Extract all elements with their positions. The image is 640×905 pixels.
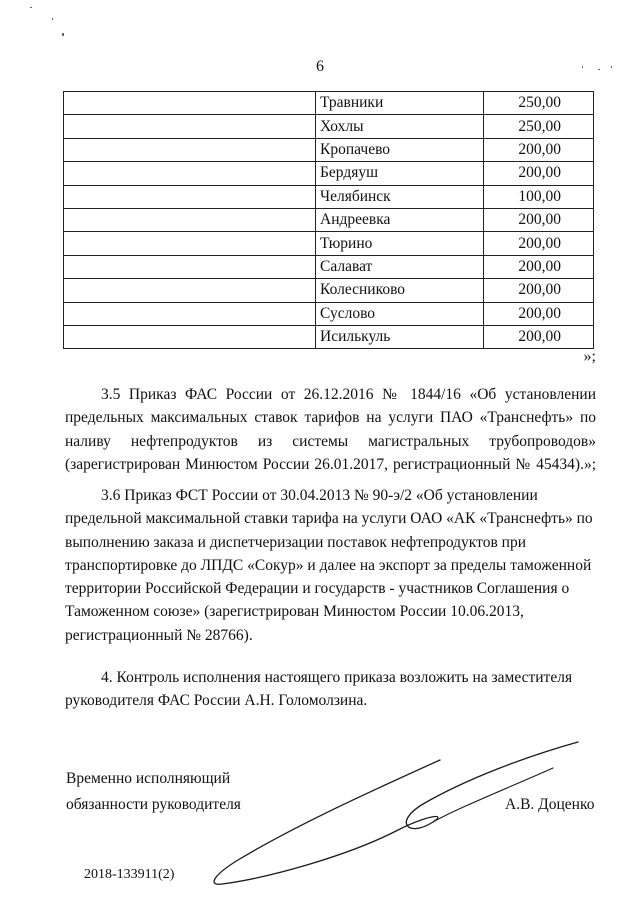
clause-3-6: [65, 484, 596, 647]
station-cell: Тюрино: [316, 232, 484, 255]
empty-cell: [64, 92, 316, 115]
clause-3-5-line: предельных максимальных ставок тарифов на услуги ПАО «Транснефть» по: [65, 409, 596, 427]
table-row: [64, 92, 594, 115]
rate-cell: 250,00: [484, 92, 594, 115]
clause-3-6-line: Таможенном союзе» (зарегистрирован Минюстом России 10.06.2013,: [65, 603, 524, 621]
empty-cell: [64, 162, 316, 185]
rate-cell: 100,00: [484, 185, 594, 208]
table-row: [64, 185, 594, 208]
clause-3-6-line: 3.6 Приказ ФСТ России от 30.04.2013 № 90-э/2 «Об установлении: [101, 487, 538, 504]
rate-cell: 200,00: [484, 325, 594, 348]
table-closing-quote: »;: [583, 348, 596, 365]
empty-cell: [64, 185, 316, 208]
document-id: 2018-133911(2): [84, 867, 175, 882]
signatory-name: А.В. Доценко: [505, 796, 595, 813]
empty-cell: [64, 138, 316, 161]
station-cell: Челябинск: [316, 185, 484, 208]
station-cell: Бердяуш: [316, 162, 484, 185]
empty-cell: [64, 255, 316, 278]
signatory-title-line: Временно исполняющий: [66, 770, 231, 787]
clause-3-5-line: 3.5 Приказ ФАС России от 26.12.2016 № 1844/16 «Об установлении: [101, 386, 596, 403]
rate-cell: 200,00: [484, 138, 594, 161]
clause-3-6-line: выполнению заказа и диспетчеризации поставок нефтепродуктов при: [65, 533, 526, 551]
signatory-title-line: обязанности руководителя: [66, 796, 241, 813]
table-row: [64, 325, 594, 348]
clause-3-6-line: территории Российской Федерации и государств - участников Соглашения о: [65, 580, 570, 598]
station-cell: Суслово: [316, 302, 484, 325]
rate-cell: 200,00: [484, 255, 594, 278]
table-row: [64, 302, 594, 325]
clause-3-6-line: предельной максимальной ставки тарифа на услуги ОАО «АК «Транснефть» по: [65, 510, 593, 528]
clause-4: [65, 666, 596, 713]
table-row: [64, 162, 594, 185]
table-row: [64, 115, 594, 138]
station-cell: Хохлы: [316, 115, 484, 138]
clause-3-6-line: транспортировке до ЛПДС «Сокур» и далее на экспорт за пределы таможенной: [65, 556, 592, 574]
clause-4-line: 4. Контроль исполнения настоящего приказа возложить на заместителя: [101, 669, 573, 686]
page-number: 6: [316, 58, 324, 75]
station-cell: Андреевка: [316, 208, 484, 231]
empty-cell: [64, 302, 316, 325]
table-row: [64, 138, 594, 161]
empty-cell: [64, 279, 316, 302]
rate-cell: 200,00: [484, 279, 594, 302]
empty-cell: [64, 232, 316, 255]
station-cell: Салават: [316, 255, 484, 278]
station-cell: Травники: [316, 92, 484, 115]
table-row: [64, 279, 594, 302]
station-cell: Исилькуль: [316, 325, 484, 348]
rate-cell: 200,00: [484, 302, 594, 325]
empty-cell: [64, 115, 316, 138]
rate-cell: 200,00: [484, 232, 594, 255]
rate-cell: 200,00: [484, 208, 594, 231]
empty-cell: [64, 325, 316, 348]
table-row: [64, 208, 594, 231]
clause-3-5: [65, 383, 596, 476]
table-row: [64, 232, 594, 255]
rate-cell: 200,00: [484, 162, 594, 185]
clause-4-line: руководителя ФАС России А.Н. Голомолзина.: [65, 692, 368, 710]
station-cell: Колесниково: [316, 279, 484, 302]
clause-3-6-line: регистрационный № 28766).: [65, 626, 253, 644]
rate-cell: 250,00: [484, 115, 594, 138]
empty-cell: [64, 208, 316, 231]
tariff-table: [63, 91, 594, 349]
clause-3-5-line: (зарегистрирован Минюстом России 26.01.2017, регистрационный № 45434).»;: [65, 455, 596, 473]
table-row: [64, 255, 594, 278]
clause-3-5-line: наливу нефтепродуктов из системы магистральных трубопроводов»: [65, 432, 596, 450]
station-cell: Кропачево: [316, 138, 484, 161]
